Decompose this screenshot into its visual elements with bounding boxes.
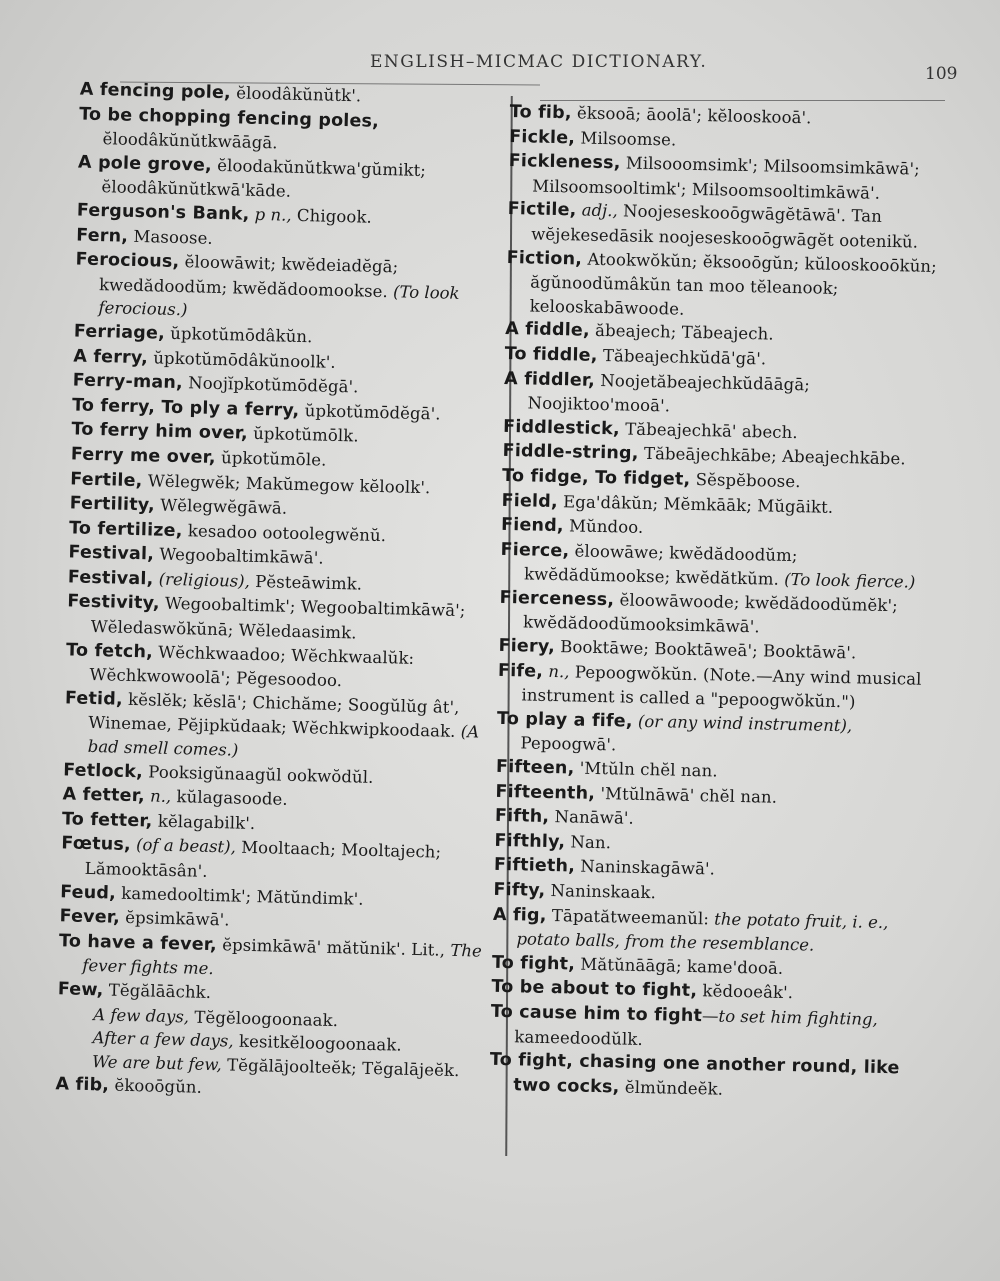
definition: Pĕsteāwimk.	[249, 571, 363, 594]
headword: Fetid,	[64, 688, 124, 710]
headword: To ferry him over,	[71, 419, 249, 445]
definition: ăbeajech; Tăbeajech.	[589, 321, 774, 344]
definition: Pooksigŭnaagŭl ookwŏdŭl.	[142, 761, 374, 787]
headword: To fight, chasing one another round, like two cocks,	[489, 1049, 900, 1098]
definition: Tĕgălāāchk.	[103, 980, 212, 1002]
grammar-note: p n.,	[249, 204, 292, 225]
dictionary-entry	[74, 248, 504, 330]
headword: Fierce,	[500, 539, 570, 562]
headword: Feud,	[59, 881, 117, 904]
definition: Noojetăbeajechkŭdāāgā; Noojiktoo'mooā'.	[527, 370, 811, 416]
headword: To fetter,	[61, 809, 153, 832]
definition: kesadoo ootoolegwĕnŭ.	[182, 520, 387, 545]
headword: To fiddle,	[504, 343, 598, 366]
headword: Fiftieth,	[493, 855, 576, 877]
definition: ĕloodâkŭnŭtkwāāgā.	[102, 129, 278, 153]
definition: 'Mtŭln chĕl nan.	[574, 758, 718, 781]
definition: Tāpatătweemanŭl:	[546, 905, 710, 928]
definition: Wĕlegwĕk; Makŭmegow kĕloolk'.	[142, 470, 431, 497]
headword: Fifthly,	[494, 830, 566, 853]
definition: Milsooomsimk'; Milsoomsimkāwā'; Milsoomsooltimk'; Milsoomsooltimkāwā'.	[532, 153, 920, 203]
headword: To be about to fight,	[491, 977, 698, 1002]
definition: Mooltaach; Mooltajech; Lămooktāsân'.	[84, 837, 442, 881]
headword: Fiddlestick,	[502, 416, 621, 440]
grammar-note: n.,	[542, 661, 570, 682]
definition: Booktāwe; Booktāweā'; Booktāwā'.	[554, 637, 857, 663]
headword: Festivity,	[67, 591, 160, 615]
definition: ĕloowāwoode; kwĕdădoodŭmĕk'; kwĕdădoodŭmooksimkāwā'.	[522, 590, 898, 637]
definition: ŭpkotŭmōlk.	[247, 424, 359, 446]
header-rule-right	[540, 100, 945, 101]
headword: To be chopping fencing poles,	[78, 104, 380, 132]
headword: To cause him to fight	[490, 1001, 703, 1027]
definition: Tăbeajechkŭdā'gā'.	[597, 345, 767, 369]
headword: Field,	[501, 490, 559, 512]
definition: Mŭndoo.	[563, 516, 644, 537]
definition: kesitkĕloogoonaak.	[233, 1031, 402, 1055]
headword: A fib,	[55, 1074, 110, 1096]
dictionary-entry	[489, 1048, 930, 1106]
headword: To fidge, To fidget,	[501, 465, 691, 490]
dictionary-entry	[505, 246, 946, 327]
definition: Sĕspĕboose.	[690, 469, 801, 492]
headword: A ferry,	[73, 345, 149, 368]
definition: Tăbeājechkābe; Abeajechkābe.	[638, 444, 906, 469]
grammar-note: (or any wind instrument),	[632, 711, 853, 736]
definition: Tăbeajechkā' abech.	[619, 419, 798, 442]
definition: ŭpkotŭmōle.	[215, 447, 327, 470]
definition: ĕloodakŭnŭtkwa'gŭmikt; ĕloodâkŭnŭtkwā'kāde.	[101, 155, 427, 202]
headword: Fierceness,	[499, 587, 615, 611]
headword: Ferry-man,	[72, 370, 184, 394]
definition: ĕksooā; āoolā'; kĕlooskooā'.	[571, 103, 812, 128]
definition: ŭpkotŭmōdâkŭnoolk'.	[147, 347, 336, 372]
headword: Ferocious,	[75, 249, 180, 273]
headword: Ferry me over,	[70, 444, 217, 468]
dictionary-entry	[63, 686, 493, 768]
headword: Fickle,	[509, 126, 576, 148]
headword: A fiddler,	[503, 368, 596, 391]
definition: Pepoogwā'.	[520, 733, 617, 755]
headword: Fiction,	[506, 247, 583, 270]
usage-example: After a few days,	[92, 1028, 234, 1051]
definition: Mătŭnāāgā; kame'dooā.	[574, 954, 784, 978]
grammar-note: adj.,	[576, 200, 618, 221]
definition: Masoose.	[127, 226, 214, 248]
definition: Wĕchkwaadoo; Wĕchkwaalŭk: Wĕchkwowoolā'; Pĕgesoodoo.	[89, 642, 415, 691]
headword: Fifth,	[494, 806, 550, 828]
headword: Ferguson's Bank,	[76, 200, 250, 225]
headword: Fife,	[497, 660, 544, 682]
headword: A fig,	[492, 904, 547, 926]
definition: 'Mtŭlnāwā' chĕl nan.	[594, 783, 778, 807]
definition: Ega'dâkŭn; Mĕmkāāk; Mŭgāikt.	[557, 491, 834, 517]
definition: Naninskagāwā'.	[574, 856, 716, 879]
running-head: ENGLISH–MICMAC DICTIONARY.	[370, 52, 708, 72]
dictionary-entry	[503, 366, 944, 423]
headword: A fiddle,	[504, 319, 591, 342]
definition: Tĕgălājoolteĕk; Tĕgalājeĕk.	[221, 1055, 460, 1080]
definition: ĕkooōgŭn.	[108, 1075, 203, 1098]
definition: kĕlagabilk'.	[152, 811, 256, 833]
headword: A fetter,	[62, 784, 146, 807]
usage-example: A few days,	[93, 1004, 190, 1027]
definition: ĕloowāwe; kwĕdădoodŭm; kwĕdădŭmookse; kwĕdătkŭm.	[523, 541, 798, 590]
headword: Fiddle-string,	[502, 441, 639, 465]
definition: Noojĭpkotŭmōdĕgā'.	[182, 373, 359, 397]
grammar-note: (of a beast),	[130, 835, 237, 857]
headword: Fifteen,	[495, 756, 575, 779]
headword: Fiery,	[498, 635, 556, 658]
definition: kŭlagasoode.	[170, 787, 288, 810]
gloss-note: (To look fierce.)	[778, 570, 916, 592]
headword: Fertile,	[70, 468, 143, 491]
headword: To have a fever,	[58, 931, 218, 955]
definition: ĕloodâkŭnŭtk'.	[230, 83, 362, 106]
headword: To fib,	[509, 101, 572, 124]
headword: To fertilize,	[68, 518, 183, 541]
definition: Wĕlegwĕgāwā.	[154, 495, 288, 518]
definition: kĕdooeâk'.	[696, 981, 794, 1003]
definition: ĕloowāwit; kwĕdeiadĕgā; kwedădoodŭm; kwĕdădoomookse.	[98, 252, 399, 301]
definition: Tĕgĕloogoonaak.	[188, 1007, 339, 1030]
gloss-note: The fever fights me.	[82, 940, 483, 979]
definition: Chigook.	[291, 205, 373, 227]
definition: Nanāwā'.	[549, 807, 635, 828]
definition: ĕlmŭndeĕk.	[619, 1077, 724, 1099]
gloss-note: the potato fruit, i. e., potato balls, from the resemblance.	[516, 908, 889, 955]
left-column	[55, 78, 508, 1108]
definition: Pepoogwŏkŭn. (Note.—Any wind musical instrument is called a "pepoogwŏkŭn.")	[521, 662, 922, 712]
definition: ŭpkotŭmōdĕgā'.	[299, 400, 441, 424]
page-number: 109	[925, 64, 958, 84]
headword: Fern,	[76, 225, 129, 247]
definition: ŭpkotŭmōdâkŭn.	[164, 323, 313, 347]
dictionary-entry	[507, 197, 948, 254]
headword: To fetch,	[65, 640, 154, 663]
right-column	[489, 100, 950, 1106]
headword: Fickleness,	[508, 151, 621, 174]
headword: Fertility,	[69, 493, 156, 516]
grammar-note: (religious),	[153, 569, 251, 591]
headword: To ferry, To ply a ferry,	[71, 395, 300, 421]
headword: Fetlock,	[62, 759, 144, 782]
headword: A fencing pole,	[79, 79, 232, 104]
headword: To play a fife,	[496, 708, 633, 732]
headword: Few,	[57, 979, 104, 1001]
headword: To fight,	[491, 952, 576, 975]
headword: Fiend,	[500, 515, 564, 537]
headword: Fictile,	[507, 199, 577, 221]
gloss-note: (A bad smell comes.)	[87, 722, 480, 760]
definition: Wegoobaltimkāwā'.	[153, 544, 324, 568]
definition: ĕpsimkāwā' mătŭnik'. Lit.,	[216, 934, 446, 960]
definition: Noojeseskooōgwāgĕtāwā'. Tan wĕjekesedāsik noojeseskooōgwāgĕt ootenikŭ.	[531, 201, 919, 252]
definition: Naninskaak.	[545, 880, 657, 903]
definition: kamedooltimk'; Mătŭndimk'.	[115, 883, 364, 909]
usage-example: We are but few,	[91, 1051, 223, 1075]
headword: Festival,	[68, 542, 155, 565]
definition: kameedoodŭlk.	[514, 1026, 644, 1049]
grammar-note: —to set him fighting,	[701, 1006, 878, 1029]
grammar-note: n.,	[144, 786, 172, 807]
headword: A pole grove,	[77, 152, 213, 176]
gloss-note: (To look ferocious.)	[98, 281, 460, 320]
definition: Wegoobaltimk'; Wegoobaltimkāwā'; Wĕledaswŏkŭnā; Wĕledaasimk.	[90, 594, 466, 643]
headword: Ferriage,	[73, 321, 166, 344]
headword: Fifty,	[493, 879, 546, 901]
definition: kĕslĕk; kĕslā'; Chichăme; Soogŭlŭg ât', Winemae, Pĕjipkŭdaak; Wĕchkwipkoodaak.	[88, 689, 460, 742]
headword: Fever,	[59, 906, 121, 928]
definition: Milsoomse.	[574, 127, 677, 150]
definition: Atookwŏkŭn; ĕksooōgŭn; kŭlooskooōkŭn; ăgŭnoodŭmâkŭn tan moo tĕleanook; kelooskabāwoode.	[529, 249, 938, 319]
headword: Fifteenth,	[495, 781, 596, 804]
headword: Fœtus,	[61, 833, 132, 856]
headword: Festival,	[67, 567, 154, 590]
definition: Nan.	[564, 832, 612, 853]
definition: ĕpsimkāwā'.	[119, 907, 230, 930]
